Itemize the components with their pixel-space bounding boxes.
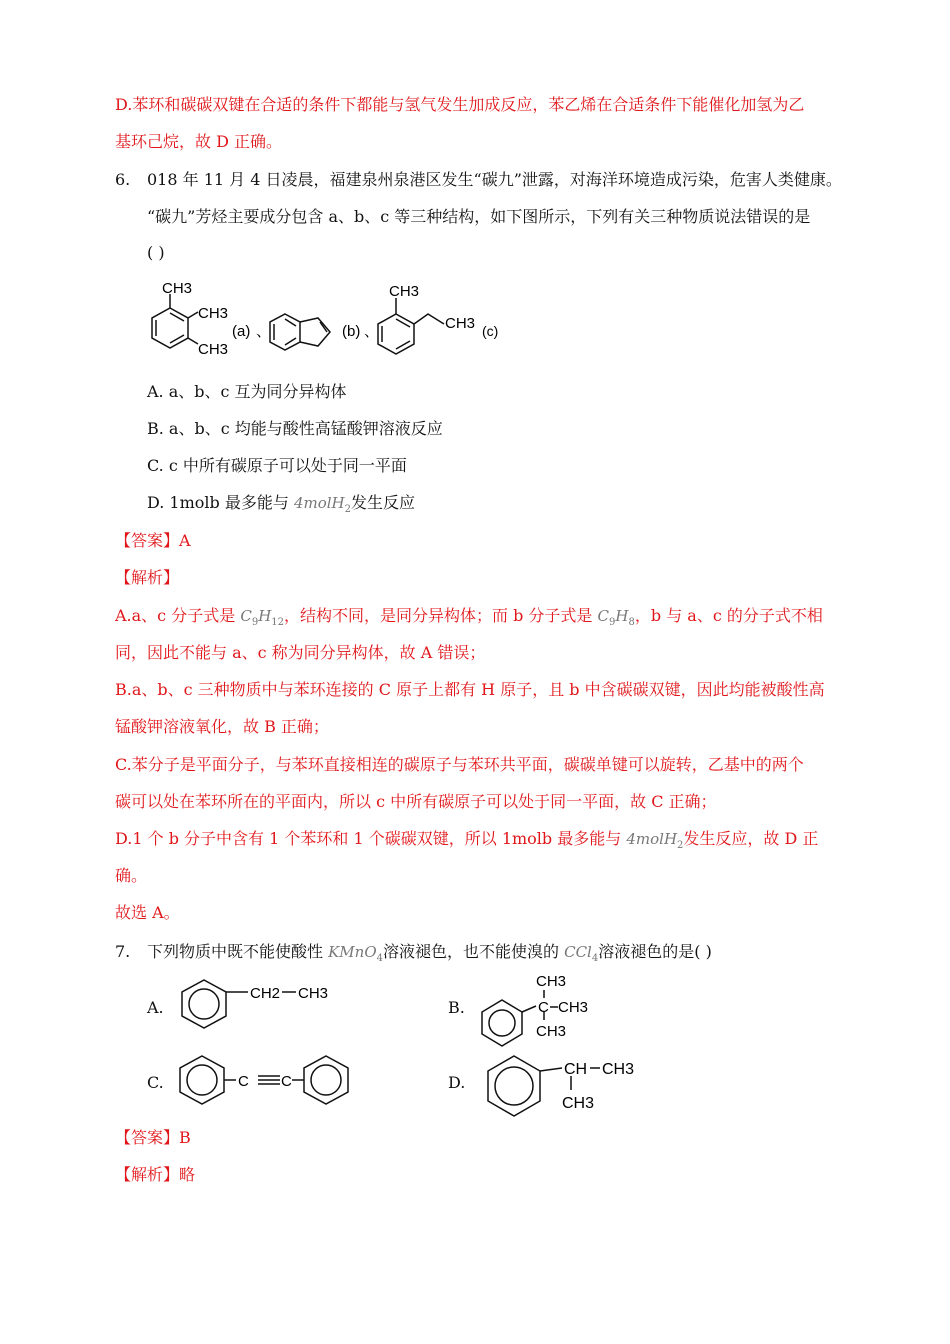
prev-analysis-line-1: D.苯环和碳碳双键在合适的条件下都能与氢气发生加成反应，苯乙烯在合适条件下能催化加氢为乙 [115,95,805,114]
structure-a-ch3-right: CH3 [198,305,229,322]
question-7-number: 7. [115,942,131,961]
question-7-analysis [115,1165,195,1185]
structure-c-ch3-right: CH3 [445,315,476,332]
option-b-c: C [538,999,549,1016]
formula-kmno4: KMnO$_4$ [328,943,383,964]
formula-4molh2: 4molH$_2$ [626,830,684,851]
question-6-stem-line-3: ( ) [147,243,165,262]
option-d-ch3-right: CH3 [602,1061,635,1078]
option-a-ch2: CH2 [250,985,281,1002]
analysis-a-line-2: 同，因此不能与 a、c 称为同分异构体，故 A 错误； [115,643,486,662]
formula-c9h8: $C_9H_8$ [597,607,635,628]
question-7-option-b-structure [478,970,608,1050]
question-6-analysis-label: 【解析】 [115,568,180,587]
option-c-carbon-2: C [281,1073,292,1090]
question-6-answer: 【答案】A [115,531,191,550]
question-7-option-d-label: D. [448,1073,466,1092]
option-b-ch3-top: CH3 [536,973,567,990]
option-b-ch3-bottom: CH3 [536,1023,567,1040]
structure-a-trimethylbenzene [152,294,198,348]
option-a-ch3: CH3 [298,985,329,1002]
structure-a-ch3-top: CH3 [162,280,193,297]
analysis-c-line-2: 碳可以处在苯环所在的平面内，所以 c 中所有碳原子可以处于同一平面，故 C 正确； [115,792,717,811]
question-6-stem-line-2: “碳九”芳烃主要成分包含 a、b、c 等三种结构，如下图所示，下列有关三种物质说法错误的是 [147,207,811,226]
analysis-d-line-2: 确。 [115,866,148,885]
question-7-option-c-label: C. [147,1073,164,1092]
option-d-text-pre: D. 1molb 最多能与 [147,493,294,512]
question-6-option-c: C. c 中所有碳原子可以处于同一平面 [147,456,407,475]
question-7-option-a-structure [178,972,338,1042]
option-d-ch3-bottom: CH3 [562,1095,595,1112]
question-6-number: 6. [115,170,131,189]
option-d-text-post: 发生反应 [351,493,416,512]
question-7-option-d-structure [484,1048,654,1128]
analysis-d-line-1: D.1 个 b 分子中含有 1 个苯环和 1 个碳碳双键，所以 1molb 最多能与 4molH$_2$发生反应，故 D 正 [115,829,819,851]
formula-ccl4: CCl$_4$ [564,943,599,964]
question-7-option-c-structure [176,1052,366,1112]
question-7-analysis-text: 【解析】略 [115,1165,196,1184]
question-6-structures-figure [140,280,500,360]
option-c-carbon-1: C [238,1073,249,1090]
structure-separator-2: 、 [364,323,380,340]
analysis-c-line-1: C.苯分子是平面分子，与苯环直接相连的碳原子与苯环共平面，碳碳单键可以旋转，乙基中的两个 [115,755,804,774]
prev-analysis-line-2: 基环己烷，故 D 正确。 [115,132,283,151]
structure-b-label: (b) [342,323,361,340]
structure-separator-1: 、 [256,323,272,340]
option-d-ch: CH [564,1061,588,1078]
option-b-ch3-right: CH3 [558,999,589,1016]
analysis-a-line-1: A.a、c 分子式是 $C_9H_{12}$，结构不同，是同分异构体；而 b 分子式是 $C_9H_8$，b 与 a、c 的分子式不相 [115,606,823,628]
analysis-conclusion: 故选 A。 [115,903,180,922]
formula-c9h12: $C_9H_{12}$ [240,607,285,628]
question-6-stem-line-1: 018 年 11 月 4 日凌晨，福建泉州泉港区发生“碳九”泄露，对海洋环境造成污染，危害人类健康。 [147,170,842,189]
structure-c-ethyltoluene [378,298,444,354]
question-7-option-a-label: A. [147,998,164,1017]
structure-c-label: (c) [482,323,499,339]
structure-c-ch3-top: CH3 [389,283,420,300]
question-6-option-a: A. a、b、c 互为同分异构体 [147,382,347,401]
question-7-option-b-label: B. [448,998,465,1017]
structure-b-indene [270,314,330,350]
question-6-option-b: B. a、b、c 均能与酸性高锰酸钾溶液反应 [147,419,443,438]
analysis-b-line-1: B.a、b、c 三种物质中与苯环连接的 C 原子上都有 H 原子，且 b 中含碳碳双键，因此均能被酸性高 [115,680,825,699]
structure-a-ch3-bottom: CH3 [198,341,229,358]
structure-a-label: (a) [232,323,251,340]
analysis-b-line-2: 锰酸钾溶液氧化，故 B 正确； [115,717,329,736]
option-d-formula: 4molH$_2$ [293,494,352,515]
question-7-answer: 【答案】B [115,1128,191,1147]
question-6-option-d [147,493,415,520]
question-7-stem: 下列物质中既不能使酸性 KMnO$_4$溶液褪色，也不能使溴的 CCl$_4$溶液褪色的是( ) [147,942,712,964]
